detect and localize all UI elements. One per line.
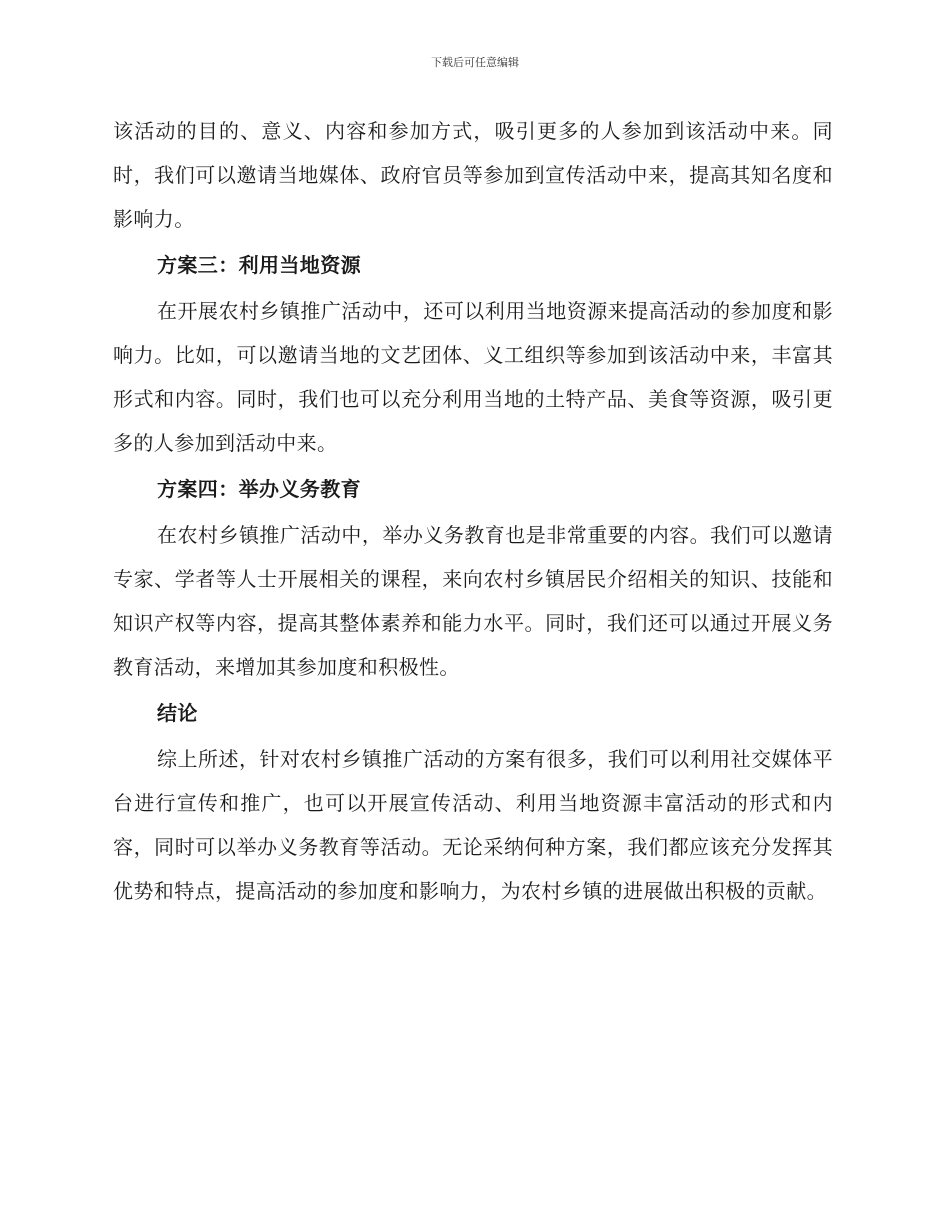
page-header: 下载后可任意编辑	[431, 56, 519, 69]
document-body	[113, 109, 833, 913]
plan4-paragraph: 在农村乡镇推广活动中，举办义务教育也是非常重要的内容。我们可以邀请专家、学者等人士开展相关的课程，来向农村乡镇居民介绍相关的知识、技能和知识产权等内容，提高其整体素养和能力水平。同时，我们还可以通过开展义务教育活动，来增加其参加度和积极性。	[113, 523, 833, 679]
plan4-heading: 方案四：举办义务教育	[157, 477, 361, 501]
conclusion-paragraph: 综上所述，针对农村乡镇推广活动的方案有很多，我们可以利用社交媒体平台进行宣传和推广，也可以开展宣传活动、利用当地资源丰富活动的形式和内容，同时可以举办义务教育等活动。无论采纳何种方案，我们都应该充分发挥其优势和特点，提高活动的参加度和影响力，为农村乡镇的进展做出积极的贡献。	[113, 747, 833, 903]
plan3-heading: 方案三：利用当地资源	[157, 253, 361, 277]
intro-paragraph: 该活动的目的、意义、内容和参加方式，吸引更多的人参加到该活动中来。同时，我们可以邀请当地媒体、政府官员等参加到宣传活动中来，提高其知名度和影响力。	[113, 119, 833, 231]
conclusion-heading: 结论	[157, 701, 198, 725]
plan3-paragraph: 在开展农村乡镇推广活动中，还可以利用当地资源来提高活动的参加度和影响力。比如，可以邀请当地的文艺团体、义工组织等参加到该活动中来，丰富其形式和内容。同时，我们也可以充分利用当地的土特产品、美食等资源，吸引更多的人参加到活动中来。	[113, 299, 833, 455]
